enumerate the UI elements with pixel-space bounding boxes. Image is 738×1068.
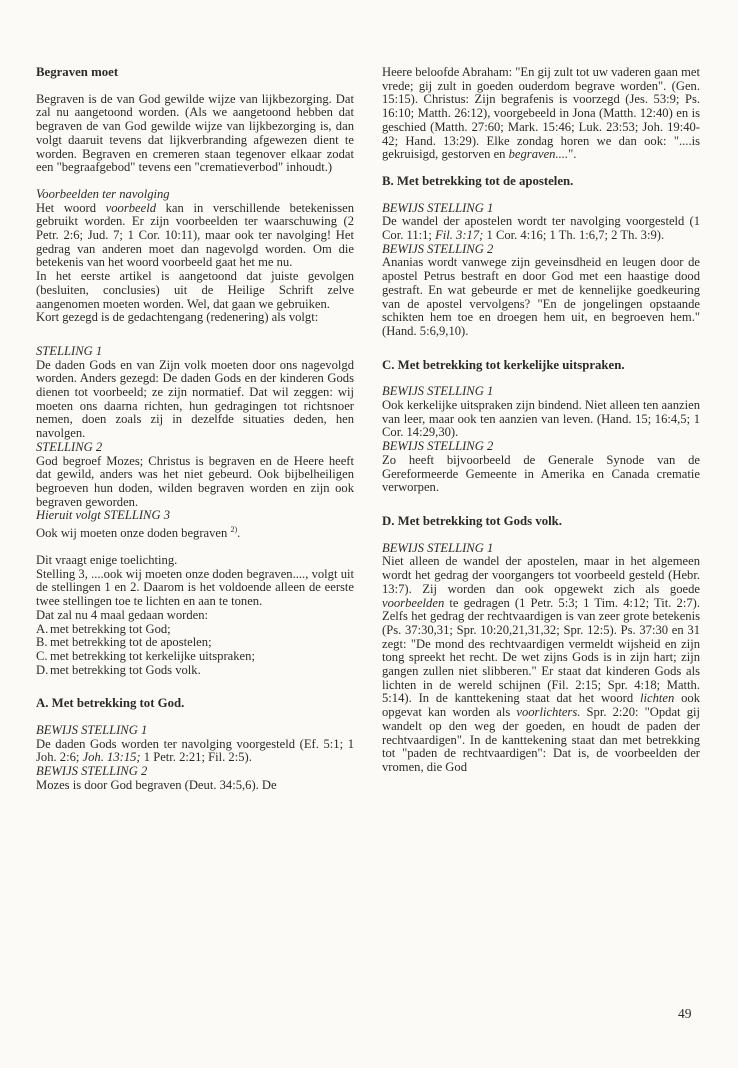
section-heading-c: C. Met betrekking tot kerkelijke uitspraken.	[382, 357, 625, 372]
d-bewijs-1-label: BEWIJS STELLING 1	[382, 540, 494, 555]
a-bewijs-1-label: BEWIJS STELLING 1	[36, 723, 148, 738]
a-bewijs-2-text: Mozes is door God begraven (Deut. 34:5,6). De	[36, 777, 277, 792]
right-column	[382, 66, 700, 775]
stelling-2-label: STELLING 2	[36, 439, 103, 454]
list-item: D. met betrekking tot Gods volk.	[36, 662, 201, 677]
paragraph-stelling-3-toelichting: Stelling 3, ....ook wij moeten onze doden begraven...., volgt uit de stellingen 1 en 2. Daarom is het voldoende alleen de eerste twee stellingen toe te lichten en aan te tonen.	[36, 566, 354, 609]
b-bewijs-1-text: De wandel der apostelen wordt ter navolging voorgesteld (1 Cor. 11:1; Fil. 3:17; 1 Cor. 4:16; 1 Th. 1:6,7; 2 Th. 3:9).	[382, 214, 700, 243]
c-bewijs-1-text: Ook kerkelijke uitspraken zijn bindend. Niet alleen ten aanzien van leer, maar ook ten aanzien van leven. (Hand. 15; 16:4,5; 1 Cor. 14:29,30).	[382, 398, 700, 440]
page-number: 49	[678, 1006, 692, 1021]
d-bewijs-1-text: Niet alleen de wandel der apostelen, maar in het algemeen wordt het gedrag der voorgangers tot voorbeeld gesteld (Hebr. 13:7). Zij worden dan ook opgewekt zich als goede voorbeelden te gedragen (1 Petr. 5:3; 1 Tim. 4:12; Tit. 2:7). Zelfs het gedrag der rechtvaardigen is van zeer grote betekenis (Ps. 37:30,31; Spr. 10:20,21,31,32; Spr. 12:5). Ps. 37:30 en 31 zegt: "De mond des rechtvaardigen vermeldt wijsheid en zijn tong spreekt het recht. De wet zijns Gods is in zijn hart; zijn gangen zullen niet slibberen." Er staat dat kinderen Gods als lichten in de wereld schijnen (Fil. 2:15; Spr. 4:18; Matth. 5:14). In de kanttekening staat dat het woord lichten ook opgevat kan worden als voorlichters. Spr. 2:20: "Opdat gij wandelt op den weg der goeden, en houdt de paden der rechtvaardigen". In de kanttekening staat dan met betrekking tot "paden de rechtvaardigen": Dat is, de voorbeelden der vromen, die God	[382, 554, 701, 774]
b-bewijs-2-text: Ananias wordt vanwege zijn geveinsdheid en leugen door de apostel Petrus bestraft en door God met een haastige dood gestraft. En wat gebeurde er met de kennelijke goedkeuring van de apostel vervolgens? "En de jongelingen opstaande schikten hem toe en droegen hem uit, en begroeven hem." (Hand. 5:6,9,10).	[382, 255, 700, 338]
list-item: C. met betrekking tot kerkelijke uitspraken;	[36, 648, 255, 663]
a-bewijs-1-text: De daden Gods worden ter navolging voorgesteld (Ef. 5:1; 1 Joh. 2:6; Joh. 13:15; 1 Petr. 2:21; Fil. 2:5).	[36, 736, 354, 765]
b-bewijs-1-label: BEWIJS STELLING 1	[382, 200, 494, 215]
list-item: A. met betrekking tot God;	[36, 621, 171, 636]
stelling-1-text: De daden Gods en van Zijn volk moeten door ons nagevolgd worden. Anders gezegd: De daden Gods en der kinderen Gods dienen tot voorbeeld; ze zijn normatief. Dat wil zeggen: wij moeten ons daarna richten, hun gedragingen tot richtsnoer nemen, doen zoals zij in dezelfde situaties deden, hen navolgen.	[36, 357, 354, 441]
paragraph-eerste-artikel: In het eerste artikel is aangetoond dat juiste gevolgen (besluiten, conclusies) uit de Heilige Schrift zelve aangenomen moeten worden. Wel, dat gaan we gebruiken.	[36, 269, 354, 311]
paragraph-vier-maal: Dat zal nu 4 maal gedaan worden:	[36, 607, 209, 622]
intro-paragraph: Begraven is de van God gewilde wijze van lijkbezorging. Dat zal nu aangetoond worden. (Als we aangetoond hebben dat begraven de van God gewilde wijze van lijkbezorging is, dan volgt daaruit tevens dat lijkverbranding afgewezen dient te worden. Begraven en cremeren staan tegenover elkaar zodat een "begraafgebod" tevens een "crematieverbod" inhoudt.)	[36, 91, 354, 175]
c-bewijs-1-label: BEWIJS STELLING 1	[382, 384, 494, 399]
c-bewijs-2-label: BEWIJS STELLING 2	[382, 439, 494, 454]
section-heading-a: A. Met betrekking tot God.	[36, 696, 185, 711]
section-list	[36, 623, 354, 678]
paragraph-continuation: Heere beloofde Abraham: "En gij zult tot uw vaderen gaan met vrede; gij zult in goeden ouderdom begrave worden". (Gen. 15:15). Christus: Zijn begrafenis is voorzegd (Jes. 53:9; Ps. 16:10; Matth. 26:12), voorgebeeld in Jona (Matth. 12:40) en is geschied (Matth. 27:60; Mark. 15:46; Luk. 23:53; Joh. 19:40-42; Hand. 13:29). Elke zondag horen we dan ook: "....is gekruisigd, gestorven en begraven....".	[382, 65, 700, 162]
c-bewijs-2-text: Zo heeft bijvoorbeeld de Generale Synode van de Gereformeerde Gemeente in Amerika en Canada crematie verworpen.	[382, 452, 700, 495]
a-bewijs-2-label: BEWIJS STELLING 2	[36, 764, 148, 779]
section-heading-b: B. Met betrekking tot de apostelen.	[382, 173, 574, 188]
subheading-voorbeelden: Voorbeelden ter navolging	[36, 186, 170, 201]
stelling-3-label: Hieruit volgt STELLING 3	[36, 508, 170, 523]
list-item: B. met betrekking tot de apostelen;	[36, 635, 212, 650]
section-heading-begraven-moet: Begraven moet	[36, 65, 119, 79]
paragraph-toelichting: Dit vraagt enige toelichting.	[36, 552, 178, 567]
footnote-marker: 2)	[230, 525, 238, 535]
b-bewijs-2-label: BEWIJS STELLING 2	[382, 241, 494, 256]
stelling-3-text: Ook wij moeten onze doden begraven $^{2)}$.	[36, 525, 241, 541]
paragraph-voorbeeld: Het woord voorbeeld kan in verschillende betekenissen gebruikt worden. Er zijn voorbeelden ter waarschuwing (2 Petr. 2:6; Jud. 7; 1 Cor. 10:11), maar ook ter navolging! Het gedrag van anderen moet dan nagevolgd worden. Om die betekenis van het woord voorbeeld gaat het me nu.	[36, 200, 354, 270]
stelling-2-text: God begroef Mozes; Christus is begraven en de Heere heeft dat gewild, anders was het niet gebeurd. Ook bijbelheiligen begroeven hun doden, wilden begraven worden en zijn ook begraven geworden.	[36, 453, 354, 509]
paragraph-kort-gezegd: Kort gezegd is de gedachtengang (redenering) als volgt:	[36, 310, 319, 325]
section-heading-d: D. Met betrekking tot Gods volk.	[382, 513, 562, 528]
stelling-1-label: STELLING 1	[36, 343, 103, 358]
left-column	[36, 66, 354, 793]
